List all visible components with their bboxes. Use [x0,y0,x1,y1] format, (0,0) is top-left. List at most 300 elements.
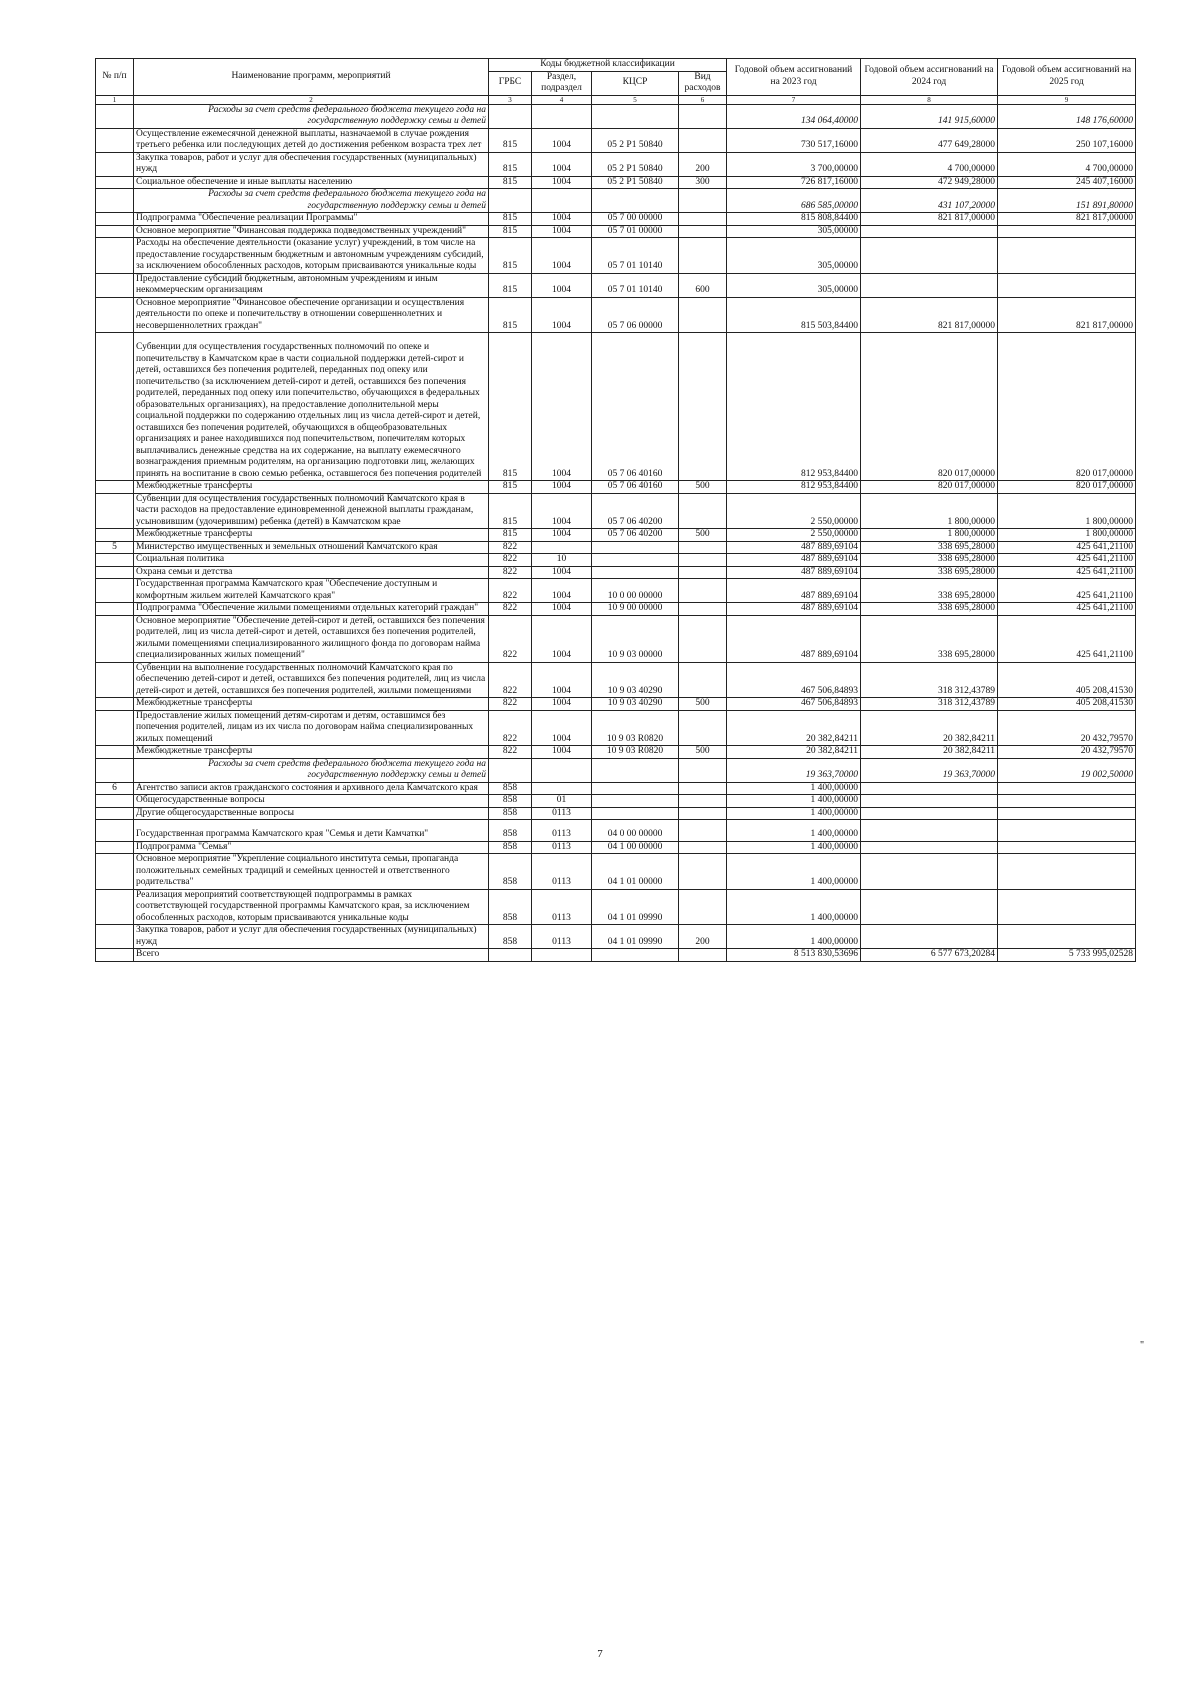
row-amount-2025: 821 817,00000 [998,297,1136,333]
row-kcsr: 05 7 01 10140 [592,238,679,274]
table-row [96,782,1136,795]
row-number [96,603,134,616]
row-number [96,213,134,226]
row-amount-2025: 4 700,00000 [998,152,1136,176]
row-amount-2023: 1 400,00000 [727,854,861,890]
row-number [96,889,134,925]
row-amount-2023: 686 585,00000 [727,189,861,213]
row-kcsr [592,541,679,554]
row-razdel: 1004 [532,273,592,297]
row-amount-2023: 812 953,84400 [727,481,861,494]
row-vid: 500 [679,529,727,542]
table-body [96,104,1136,961]
row-number [96,529,134,542]
header-razdel: Раздел, подраздел [532,71,592,95]
row-amount-2025 [998,225,1136,238]
table-row [96,889,1136,925]
row-amount-2024 [861,807,998,820]
row-number [96,554,134,567]
table-row [96,662,1136,698]
row-vid [679,554,727,567]
row-vid [679,615,727,662]
table-row [96,273,1136,297]
row-name: Другие общегосударственные вопросы [134,807,489,820]
row-amount-2025: 425 641,21100 [998,579,1136,603]
row-amount-2025 [998,807,1136,820]
row-grbs: 822 [489,662,532,698]
row-name: Субвенции для осуществления государственных полномочий Камчатского края в части расходов на предоставление единовременной денежной выплаты гражданам, усыновившим (удочерившим) ребенка (детей) в Камчатском крае [134,493,489,529]
row-number [96,297,134,333]
row-kcsr: 05 7 06 40200 [592,493,679,529]
row-kcsr: 04 1 01 00000 [592,854,679,890]
row-razdel: 1004 [532,529,592,542]
row-amount-2023: 1 400,00000 [727,841,861,854]
row-amount-2023: 487 889,69104 [727,603,861,616]
row-kcsr [592,782,679,795]
row-vid [679,820,727,842]
row-name: Межбюджетные трансферты [134,529,489,542]
row-vid: 200 [679,152,727,176]
row-name: Всего [134,949,489,962]
row-grbs: 822 [489,566,532,579]
row-grbs: 858 [489,889,532,925]
row-grbs: 822 [489,746,532,759]
header-grbs: ГРБС [489,71,532,95]
row-kcsr: 04 1 01 09990 [592,925,679,949]
row-kcsr: 05 7 01 00000 [592,225,679,238]
row-vid [679,949,727,962]
row-amount-2023: 305,00000 [727,273,861,297]
row-vid [679,889,727,925]
row-razdel: 1004 [532,297,592,333]
row-amount-2024: 338 695,28000 [861,615,998,662]
row-kcsr [592,104,679,128]
column-number: 8 [861,95,998,104]
row-amount-2024: 1 800,00000 [861,529,998,542]
row-amount-2024 [861,925,998,949]
row-razdel: 01 [532,795,592,808]
row-amount-2023: 487 889,69104 [727,579,861,603]
row-amount-2024 [861,782,998,795]
table-row [96,949,1136,962]
row-grbs: 858 [489,925,532,949]
table-row [96,710,1136,746]
column-number: 9 [998,95,1136,104]
row-amount-2025: 148 176,60000 [998,104,1136,128]
row-vid [679,189,727,213]
row-amount-2025: 405 208,41530 [998,662,1136,698]
row-amount-2025: 1 800,00000 [998,493,1136,529]
row-number [96,758,134,782]
row-vid: 500 [679,481,727,494]
table-row [96,615,1136,662]
row-kcsr: 10 9 03 00000 [592,615,679,662]
table-row [96,152,1136,176]
row-number [96,615,134,662]
row-amount-2024: 472 949,28000 [861,176,998,189]
row-razdel [532,949,592,962]
column-number-row [96,95,1136,104]
row-number [96,493,134,529]
column-number: 5 [592,95,679,104]
row-number [96,698,134,711]
row-grbs: 822 [489,579,532,603]
row-razdel: 0113 [532,925,592,949]
row-amount-2024 [861,273,998,297]
row-amount-2025 [998,795,1136,808]
row-vid [679,782,727,795]
row-grbs: 822 [489,710,532,746]
row-number [96,854,134,890]
row-number [96,273,134,297]
row-amount-2023: 1 400,00000 [727,807,861,820]
row-kcsr: 04 0 00 00000 [592,820,679,842]
row-number [96,238,134,274]
row-number [96,710,134,746]
table-header [96,59,1136,105]
row-amount-2025: 425 641,21100 [998,603,1136,616]
row-kcsr: 05 7 06 40200 [592,529,679,542]
row-kcsr [592,807,679,820]
row-name: Общегосударственные вопросы [134,795,489,808]
row-amount-2025: 5 733 995,02528 [998,949,1136,962]
row-number [96,333,134,481]
row-vid [679,795,727,808]
table-row [96,807,1136,820]
table-row [96,225,1136,238]
row-name: Охрана семьи и детства [134,566,489,579]
row-grbs: 815 [489,225,532,238]
row-amount-2025 [998,925,1136,949]
row-kcsr [592,795,679,808]
row-number: 6 [96,782,134,795]
row-kcsr: 04 1 01 09990 [592,889,679,925]
table-row [96,841,1136,854]
row-kcsr: 10 9 03 40290 [592,698,679,711]
table-row [96,541,1136,554]
row-grbs: 815 [489,333,532,481]
row-vid [679,710,727,746]
row-name: Основное мероприятие "Финансовая поддержка подведомственных учреждений" [134,225,489,238]
row-name: Подпрограмма "Обеспечение реализации Программы" [134,213,489,226]
header-2024: Годовой объем ассигнований на 2024 год [861,59,998,96]
row-amount-2024: 820 017,00000 [861,481,998,494]
row-number [96,841,134,854]
row-kcsr: 10 9 03 R0820 [592,746,679,759]
row-amount-2024: 477 649,28000 [861,128,998,152]
row-vid [679,541,727,554]
row-amount-2024: 6 577 673,20284 [861,949,998,962]
row-amount-2024: 338 695,28000 [861,579,998,603]
row-grbs: 858 [489,782,532,795]
table-row [96,566,1136,579]
row-grbs: 815 [489,273,532,297]
row-amount-2023: 487 889,69104 [727,566,861,579]
row-kcsr: 05 2 P1 50840 [592,152,679,176]
row-name: Социальное обеспечение и иные выплаты населению [134,176,489,189]
row-razdel [532,541,592,554]
row-vid [679,854,727,890]
row-number [96,949,134,962]
row-amount-2023: 467 506,84893 [727,662,861,698]
row-grbs: 815 [489,152,532,176]
table-row [96,238,1136,274]
row-amount-2025 [998,273,1136,297]
row-amount-2023: 305,00000 [727,225,861,238]
row-vid [679,841,727,854]
row-razdel: 1004 [532,579,592,603]
row-vid: 300 [679,176,727,189]
row-vid [679,493,727,529]
row-vid [679,333,727,481]
header-2023: Годовой объем ассигнований на 2023 год [727,59,861,96]
row-grbs: 858 [489,807,532,820]
row-name: Субвенции для осуществления государственных полномочий по опеке и попечительству в Камчатском крае в части социальной поддержки детей-сирот и детей, оставшихся без попечения родителей, переданных под опеку или попечительство (за исключением детей-сирот и детей, оставшихся без попечения родителей, переданных под опеку или попечительство, обучающихся в федеральных образовательных организациях), на предоставление дополнительной меры социальной поддержки по содержанию отдельных лиц из числа детей-сирот и детей, оставшихся без попечения родителей, обучающихся в общеобразовательных организациях и ранее находившихся под попечительством, попечителям которых выплачивались денежные средства на их содержание, на выплату ежемесячного вознаграждения приемным родителям, на организацию подготовки лиц, желающих принять на воспитание в свою семью ребенка, оставшегося без попечения родителей [134,333,489,481]
header-vid: Вид расходов [679,71,727,95]
row-number [96,189,134,213]
row-grbs: 815 [489,297,532,333]
row-number [96,152,134,176]
table-row [96,795,1136,808]
row-vid [679,758,727,782]
row-name: Предоставление субсидий бюджетным, автономным учреждениям и иным некоммерческим организациям [134,273,489,297]
row-razdel: 1004 [532,481,592,494]
row-amount-2024: 20 382,84211 [861,746,998,759]
table-row [96,925,1136,949]
row-name: Основное мероприятие "Укрепление социального института семьи, пропаганда положительных семейных традиций и семейных ценностей и ответственного родительства" [134,854,489,890]
row-vid [679,238,727,274]
table-row [96,758,1136,782]
row-amount-2023: 487 889,69104 [727,615,861,662]
row-kcsr: 05 7 00 00000 [592,213,679,226]
row-vid [679,566,727,579]
row-name: Расходы на обеспечение деятельности (оказание услуг) учреждений, в том числе на предоставление государственным бюджетным и автономным учреждениям субсидий, за исключением обособленных расходов, которым присваиваются уникальные коды [134,238,489,274]
row-kcsr: 10 9 03 R0820 [592,710,679,746]
row-amount-2024 [861,820,998,842]
row-name: Расходы за счет средств федерального бюджета текущего года на государственную поддержку семьи и детей [134,189,489,213]
row-grbs: 815 [489,213,532,226]
row-grbs: 858 [489,820,532,842]
row-kcsr: 05 7 06 00000 [592,297,679,333]
row-razdel: 0113 [532,807,592,820]
column-number: 6 [679,95,727,104]
row-kcsr: 10 0 00 00000 [592,579,679,603]
row-amount-2025: 19 002,50000 [998,758,1136,782]
row-razdel [532,104,592,128]
row-grbs: 822 [489,615,532,662]
row-amount-2025: 425 641,21100 [998,554,1136,567]
row-amount-2023: 1 400,00000 [727,889,861,925]
row-amount-2024: 338 695,28000 [861,566,998,579]
row-amount-2024 [861,238,998,274]
row-number [96,579,134,603]
row-grbs [489,189,532,213]
row-amount-2025: 821 817,00000 [998,213,1136,226]
row-amount-2023: 134 064,40000 [727,104,861,128]
row-vid [679,128,727,152]
table-row [96,104,1136,128]
row-kcsr: 10 9 03 40290 [592,662,679,698]
row-name: Осуществление ежемесячной денежной выплаты, назначаемой в случае рождения третьего ребенка или последующих детей до достижения ребенком возраста трех лет [134,128,489,152]
row-razdel: 0113 [532,841,592,854]
row-name: Предоставление жилых помещений детям-сиротам и детям, оставшимся без попечения родителей, лицам из их числа по договорам найма специализированных жилых помещений [134,710,489,746]
row-razdel: 1004 [532,213,592,226]
row-number [96,746,134,759]
row-name: Основное мероприятие "Обеспечение детей-сирот и детей, оставшихся без попечения родителей, лиц из числа детей-сирот и детей, оставшихся без попечения родителей, жилыми помещениями специализированного жилищного фонда по договорам найма специализированных жилых помещений" [134,615,489,662]
row-vid [679,807,727,820]
row-amount-2025 [998,238,1136,274]
table-row [96,333,1136,481]
row-vid [679,579,727,603]
row-grbs: 815 [489,238,532,274]
row-razdel [532,758,592,782]
row-amount-2024: 19 363,70000 [861,758,998,782]
row-amount-2025: 245 407,16000 [998,176,1136,189]
row-razdel: 0113 [532,854,592,890]
row-razdel: 1004 [532,493,592,529]
row-number [96,795,134,808]
row-amount-2025 [998,854,1136,890]
row-amount-2023: 2 550,00000 [727,493,861,529]
row-grbs [489,104,532,128]
row-amount-2024 [861,225,998,238]
row-amount-2023: 812 953,84400 [727,333,861,481]
row-amount-2024: 318 312,43789 [861,698,998,711]
row-amount-2023: 2 550,00000 [727,529,861,542]
table-row [96,746,1136,759]
row-razdel: 1004 [532,603,592,616]
row-amount-2025: 425 641,21100 [998,566,1136,579]
row-name: Министерство имущественных и земельных отношений Камчатского края [134,541,489,554]
row-amount-2023: 3 700,00000 [727,152,861,176]
table-row [96,297,1136,333]
row-razdel: 0113 [532,889,592,925]
row-number [96,176,134,189]
column-number: 7 [727,95,861,104]
row-name: Агентство записи актов гражданского состояния и архивного дела Камчатского края [134,782,489,795]
row-razdel: 1004 [532,128,592,152]
row-kcsr: 05 7 06 40160 [592,481,679,494]
row-amount-2023: 1 400,00000 [727,925,861,949]
row-name: Основное мероприятие "Финансовое обеспечение организации и осуществления деятельности по опеке и попечительству в отношении совершеннолетних и несовершеннолетних граждан" [134,297,489,333]
row-name: Закупка товаров, работ и услуг для обеспечения государственных (муниципальных) нужд [134,152,489,176]
row-amount-2025: 250 107,16000 [998,128,1136,152]
row-grbs: 858 [489,795,532,808]
row-grbs: 815 [489,176,532,189]
row-amount-2025: 20 432,79570 [998,710,1136,746]
row-grbs: 815 [489,128,532,152]
row-razdel: 10 [532,554,592,567]
column-number: 3 [489,95,532,104]
row-grbs: 822 [489,541,532,554]
table-row [96,189,1136,213]
row-grbs: 858 [489,841,532,854]
row-razdel [532,189,592,213]
row-razdel: 1004 [532,710,592,746]
table-row [96,481,1136,494]
row-kcsr: 05 7 01 10140 [592,273,679,297]
page-number: 7 [597,1648,603,1660]
row-kcsr [592,949,679,962]
row-razdel: 1004 [532,152,592,176]
row-kcsr [592,189,679,213]
row-amount-2024: 4 700,00000 [861,152,998,176]
row-amount-2024 [861,889,998,925]
row-kcsr [592,554,679,567]
row-amount-2023: 1 400,00000 [727,795,861,808]
row-vid [679,225,727,238]
table-row [96,493,1136,529]
row-amount-2025: 820 017,00000 [998,481,1136,494]
row-amount-2023: 815 808,84400 [727,213,861,226]
row-kcsr: 05 2 P1 50840 [592,176,679,189]
row-amount-2025 [998,782,1136,795]
row-amount-2025: 820 017,00000 [998,333,1136,481]
row-kcsr [592,758,679,782]
row-name: Субвенции на выполнение государственных полномочий Камчатского края по обеспечению детей-сирот и детей, оставшихся без попечения родителей, лиц из числа детей-сирот и детей, оставшихся без попечения родителей, жилыми помещениями [134,662,489,698]
row-name: Государственная программа Камчатского края "Обеспечение доступным и комфортным жильем жителей Камчатского края" [134,579,489,603]
row-number [96,104,134,128]
table-row [96,579,1136,603]
row-grbs [489,949,532,962]
row-amount-2023: 815 503,84400 [727,297,861,333]
header-kcsr: КЦСР [592,71,679,95]
row-amount-2024: 20 382,84211 [861,710,998,746]
row-name: Расходы за счет средств федерального бюджета текущего года на государственную поддержку семьи и детей [134,104,489,128]
row-amount-2024: 141 915,60000 [861,104,998,128]
row-razdel: 1004 [532,662,592,698]
row-amount-2024: 820 017,00000 [861,333,998,481]
row-number [96,820,134,842]
row-vid [679,213,727,226]
row-amount-2023: 305,00000 [727,238,861,274]
table-row [96,128,1136,152]
row-amount-2023: 19 363,70000 [727,758,861,782]
row-name: Расходы за счет средств федерального бюджета текущего года на государственную поддержку семьи и детей [134,758,489,782]
row-name: Социальная политика [134,554,489,567]
row-amount-2024: 338 695,28000 [861,541,998,554]
row-vid [679,297,727,333]
row-amount-2023: 730 517,16000 [727,128,861,152]
row-number [96,128,134,152]
row-number [96,225,134,238]
row-amount-2024: 338 695,28000 [861,554,998,567]
row-amount-2023: 487 889,69104 [727,541,861,554]
row-grbs: 822 [489,698,532,711]
row-name: Подпрограмма "Семья" [134,841,489,854]
row-razdel: 1004 [532,698,592,711]
row-amount-2023: 20 382,84211 [727,746,861,759]
row-kcsr: 05 2 P1 50840 [592,128,679,152]
budget-table [95,58,1136,962]
row-amount-2024: 1 800,00000 [861,493,998,529]
row-razdel [532,782,592,795]
row-name: Государственная программа Камчатского края "Семья и дети Камчатки" [134,820,489,842]
column-number: 2 [134,95,489,104]
row-amount-2023: 20 382,84211 [727,710,861,746]
table-row [96,854,1136,890]
row-name: Закупка товаров, работ и услуг для обеспечения государственных (муниципальных) нужд [134,925,489,949]
row-amount-2023: 487 889,69104 [727,554,861,567]
row-amount-2025 [998,841,1136,854]
row-vid: 500 [679,746,727,759]
closing-quote: " [1140,1340,1145,1351]
row-vid [679,104,727,128]
row-amount-2025: 151 891,80000 [998,189,1136,213]
row-amount-2025 [998,820,1136,842]
row-grbs: 858 [489,854,532,890]
row-kcsr [592,566,679,579]
